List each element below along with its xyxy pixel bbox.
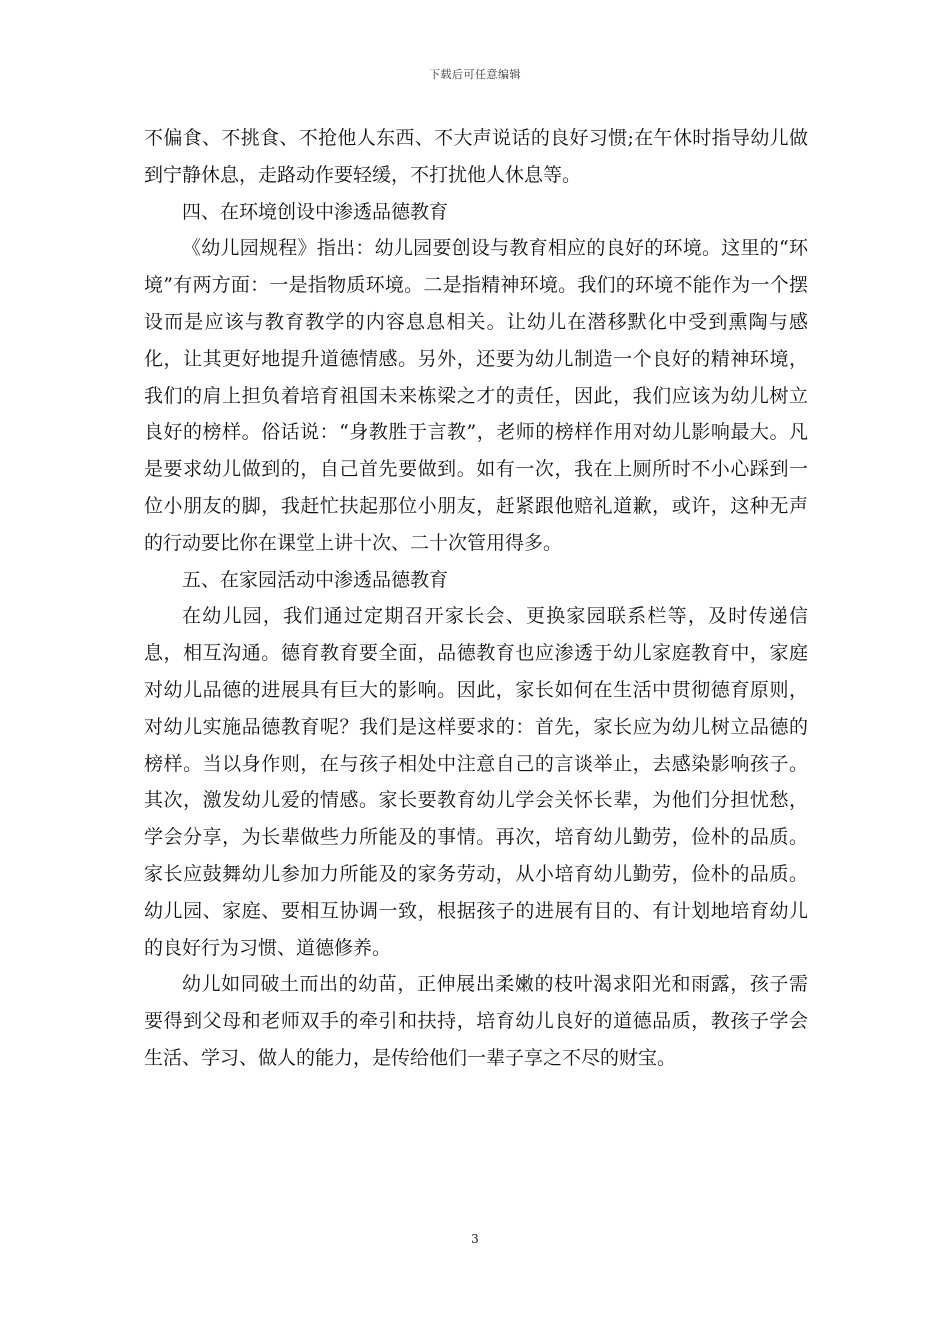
document-body xyxy=(144,120,808,1077)
paragraph-environment: 《幼儿园规程》指出：幼儿园要创设与教育相应的良好的环境。这里的“环境”有两方面：一是指物质环境。二是指精神环境。我们的环境不能作为一个摆设而是应该与教育教学的内容息息相关。让幼儿在潜移默化中受到熏陶与感化，让其更好地提升道德情感。另外，还要为幼儿制造一个良好的精神环境，我们的肩上担负着培育祖国未来栋梁之才的责任，因此，我们应该为幼儿树立良好的榜样。俗话说：“身教胜于言教”，老师的榜样作用对幼儿影响最大。凡是要求幼儿做到的，自己首先要做到。如有一次，我在上厕所时不小心踩到一位小朋友的脚，我赶忙扶起那位小朋友，赶紧跟他赔礼道歉，或许，这种无声的行动要比你在课堂上讲十次、二十次管用得多。 xyxy=(144,237,808,554)
paragraph-conclusion: 幼儿如同破土而出的幼苗，正伸展出柔嫩的枝叶渴求阳光和雨露，孩子需要得到父母和老师双手的牵引和扶持，培育幼儿良好的道德品质，教孩子学会生活、学习、做人的能力，是传给他们一辈子享之不尽的财宝。 xyxy=(144,973,808,1069)
section-heading-4: 四、在环境创设中渗透品德教育 xyxy=(182,200,449,223)
paragraph-home-school: 在幼儿园，我们通过定期召开家长会、更换家园联系栏等，及时传递信息，相互沟通。德育教育要全面，品德教育也应渗透于幼儿家庭教育中，家庭对幼儿品德的进展具有巨大的影响。因此，家长如何在生活中贯彻德育原则，对幼儿实施品德教育呢？我们是这样要求的：首先，家长应为幼儿树立品德的榜样。当以身作则，在与孩子相处中注意自己的言谈举止，去感染影响孩子。其次，激发幼儿爱的情感。家长要教育幼儿学会关怀长辈，为他们分担忧愁，学会分享，为长辈做些力所能及的事情。再次，培育幼儿勤劳，俭朴的品质。家长应鼓舞幼儿参加力所能及的家务劳动，从小培育幼儿勤劳，俭朴的品质。幼儿园、家庭、要相互协调一致，根据孩子的进展有目的、有计划地培育幼儿的良好行为习惯、道德修养。 xyxy=(144,605,808,959)
section-heading-5: 五、在家园活动中渗透品德教育 xyxy=(182,568,449,591)
page-header: 下载后可任意编辑 xyxy=(429,68,521,81)
page-number: 3 xyxy=(471,1232,479,1246)
paragraph-continuation: 不偏食、不挑食、不抢他人东西、不大声说话的良好习惯;在午休时指导幼儿做到宁静休息，走路动作要轻缓，不打扰他人休息等。 xyxy=(144,127,808,186)
